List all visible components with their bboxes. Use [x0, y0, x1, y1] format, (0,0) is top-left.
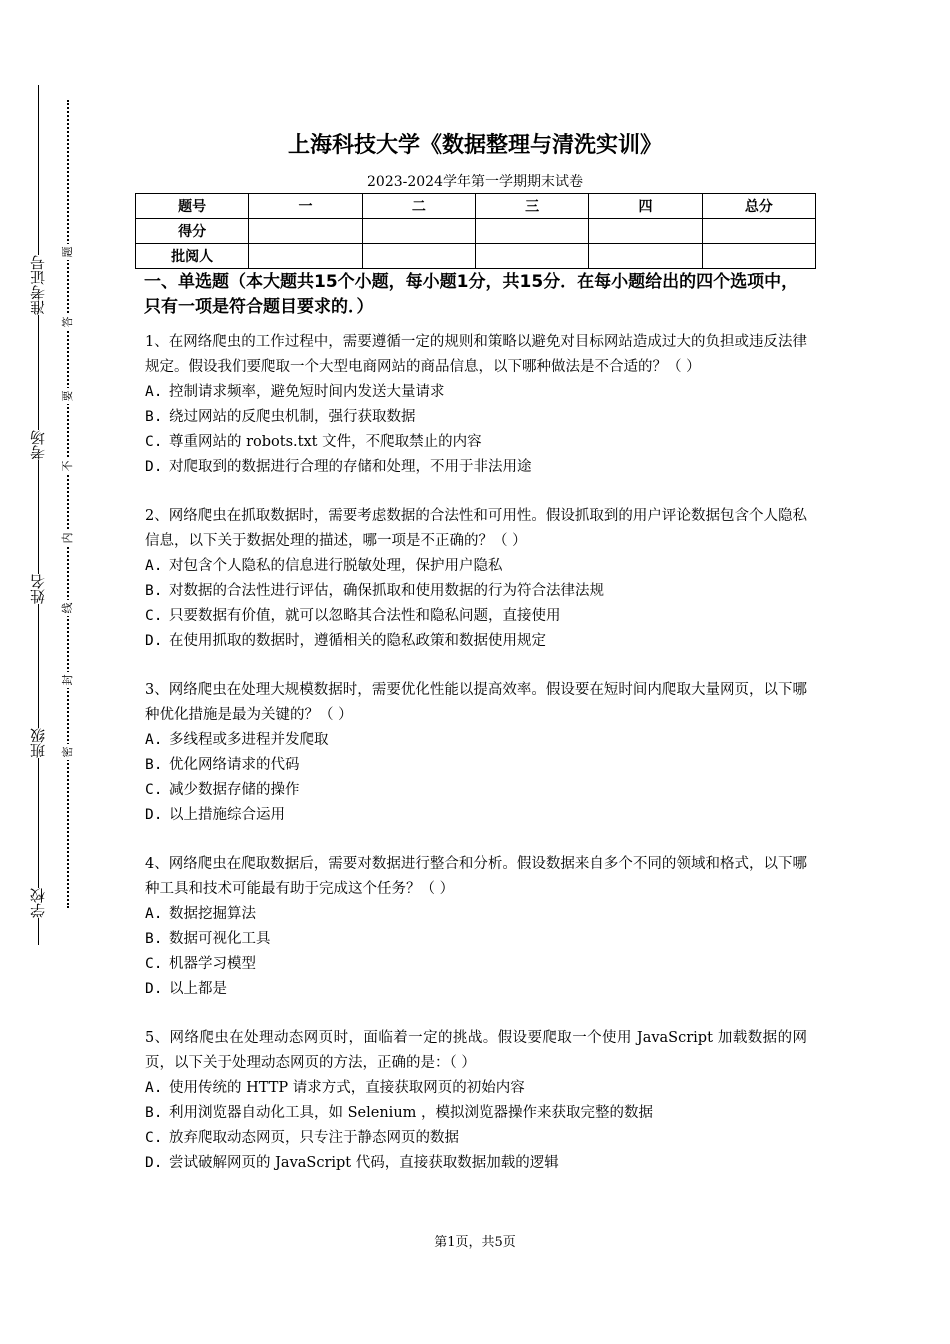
option-letter: B.: [145, 583, 163, 599]
seal-char: 题: [60, 244, 76, 260]
option-letter: B.: [145, 1105, 163, 1121]
option-letter: A.: [145, 384, 163, 400]
option-c[interactable]: [145, 952, 807, 977]
option-a[interactable]: [145, 1076, 807, 1101]
option-a[interactable]: [145, 902, 807, 927]
option-text: 尊重网站的 robots.txt 文件，不爬取禁止的内容: [169, 434, 482, 450]
binding-field-exam-id: 准考证号: [18, 255, 58, 315]
option-d[interactable]: [145, 455, 807, 480]
option-text: 多线程或多进程并发爬取: [169, 732, 329, 748]
score-header-cell: 三: [475, 194, 588, 219]
option-text: 只要数据有价值，就可以忽略其合法性和隐私问题，直接使用: [169, 608, 561, 624]
section-title: 一、单选题（本大题共15个小题，每小题1分，共15分．在每小题给出的四个选项中，只有一项是符合题目要求的．）: [144, 272, 799, 317]
page-footer: 第1页，共5页: [434, 1235, 516, 1250]
score-header-cell: 四: [589, 194, 702, 219]
option-letter: A.: [145, 1080, 163, 1096]
option-letter: A.: [145, 732, 163, 748]
option-text: 对包含个人隐私的信息进行脱敏处理，保护用户隐私: [169, 558, 503, 574]
binding-field-class: 班级: [18, 728, 58, 758]
option-c[interactable]: [145, 1126, 807, 1151]
score-table-header-row: [136, 194, 816, 219]
seal-char: 密: [60, 744, 76, 760]
grader-cell[interactable]: [362, 244, 475, 269]
option-letter: D.: [145, 459, 163, 475]
score-row-label: 得分: [136, 219, 249, 244]
seal-char: 不: [60, 458, 76, 474]
option-text: 优化网络请求的代码: [169, 757, 300, 773]
seal-char: 线: [60, 600, 76, 616]
exam-subtitle: 2023-2024学年第一学期期末试卷: [367, 174, 583, 190]
option-letter: A.: [145, 558, 163, 574]
exam-title: 上海科技大学《数据整理与清洗实训》: [287, 133, 662, 158]
exam-content: [145, 270, 807, 1176]
score-cell[interactable]: [249, 219, 362, 244]
seal-dotted-line: [67, 100, 69, 908]
question-stem: 4、网络爬虫在爬取数据后，需要对数据进行整合和分析。假设数据来自多个不同的领域和格式，以下哪种工具和技术可能最有助于完成这个任务？（ ）: [145, 856, 807, 897]
option-c[interactable]: [145, 778, 807, 803]
option-b[interactable]: [145, 405, 807, 430]
score-header-cell: 二: [362, 194, 475, 219]
score-table: [135, 193, 816, 269]
option-d[interactable]: [145, 977, 807, 1002]
score-row-label: 批阅人: [136, 244, 249, 269]
score-header-cell: 总分: [702, 194, 815, 219]
option-letter: D.: [145, 633, 163, 649]
seal-char: 封: [60, 672, 76, 688]
option-letter: C.: [145, 956, 163, 972]
score-cell[interactable]: [475, 219, 588, 244]
option-text: 数据可视化工具: [169, 931, 271, 947]
option-b[interactable]: [145, 927, 807, 952]
grader-cell[interactable]: [475, 244, 588, 269]
option-text: 以上措施综合运用: [169, 807, 285, 823]
binding-line: [38, 85, 39, 945]
score-table-row-grader: [136, 244, 816, 269]
option-letter: D.: [145, 981, 163, 997]
question-4: [145, 852, 807, 1002]
grader-cell[interactable]: [589, 244, 702, 269]
option-text: 控制请求频率，避免短时间内发送大量请求: [169, 384, 445, 400]
option-letter: C.: [145, 434, 163, 450]
option-letter: C.: [145, 1130, 163, 1146]
option-text: 利用浏览器自动化工具，如 Selenium ，模拟浏览器操作来获取完整的数据: [169, 1105, 654, 1121]
option-text: 对爬取到的数据进行合理的存储和处理，不用于非法用途: [169, 459, 532, 475]
score-header-cell: 一: [249, 194, 362, 219]
question-1: [145, 330, 807, 480]
binding-field-name: 姓名: [18, 574, 58, 604]
option-letter: D.: [145, 807, 163, 823]
option-d[interactable]: [145, 1151, 807, 1176]
score-table-row-score: [136, 219, 816, 244]
option-text: 对数据的合法性进行评估，确保抓取和使用数据的行为符合法律法规: [169, 583, 604, 599]
binding-field-exam-room: 考场: [18, 430, 58, 460]
option-c[interactable]: [145, 604, 807, 629]
question-stem: 5、网络爬虫在处理动态网页时，面临着一定的挑战。假设要爬取一个使用 JavaScript 加载数据的网页，以下关于处理动态网页的方法，正确的是：（ ）: [145, 1030, 807, 1071]
question-stem: 3、网络爬虫在处理大规模数据时，需要优化性能以提高效率。假设要在短时间内爬取大量网页，以下哪种优化措施是最为关键的？（ ）: [145, 682, 807, 723]
option-text: 以上都是: [169, 981, 227, 997]
option-letter: B.: [145, 757, 163, 773]
seal-char: 内: [60, 530, 76, 546]
option-letter: B.: [145, 409, 163, 425]
grader-cell[interactable]: [249, 244, 362, 269]
option-letter: C.: [145, 608, 163, 624]
option-text: 数据挖掘算法: [169, 906, 256, 922]
seal-char: 答: [60, 314, 76, 330]
option-c[interactable]: [145, 430, 807, 455]
option-letter: B.: [145, 931, 163, 947]
grader-cell[interactable]: [702, 244, 815, 269]
binding-field-school: 学校: [18, 888, 58, 918]
option-text: 机器学习模型: [169, 956, 256, 972]
option-text: 在使用抓取的数据时，遵循相关的隐私政策和数据使用规定: [169, 633, 546, 649]
option-d[interactable]: [145, 629, 807, 654]
seal-char: 要: [60, 388, 76, 404]
question-2: [145, 504, 807, 654]
score-header-cell: 题号: [136, 194, 249, 219]
option-text: 绕过网站的反爬虫机制，强行获取数据: [169, 409, 416, 425]
option-text: 减少数据存储的操作: [169, 782, 300, 798]
option-b[interactable]: [145, 753, 807, 778]
option-b[interactable]: [145, 579, 807, 604]
option-a[interactable]: [145, 554, 807, 579]
option-d[interactable]: [145, 803, 807, 828]
score-cell[interactable]: [702, 219, 815, 244]
question-3: [145, 678, 807, 828]
option-letter: D.: [145, 1155, 163, 1171]
question-stem: 1、在网络爬虫的工作过程中，需要遵循一定的规则和策略以避免对目标网站造成过大的负担或违反法律规定。假设我们要爬取一个大型电商网站的商品信息，以下哪种做法是不合适的？（ ）: [145, 334, 807, 375]
option-text: 使用传统的 HTTP 请求方式，直接获取网页的初始内容: [169, 1080, 525, 1096]
score-cell[interactable]: [589, 219, 702, 244]
option-a[interactable]: [145, 728, 807, 753]
option-letter: A.: [145, 906, 163, 922]
option-a[interactable]: [145, 380, 807, 405]
question-5: [145, 1026, 807, 1176]
option-letter: C.: [145, 782, 163, 798]
question-stem: 2、网络爬虫在抓取数据时，需要考虑数据的合法性和可用性。假设抓取到的用户评论数据包含个人隐私信息，以下关于数据处理的描述，哪一项是不正确的？（ ）: [145, 508, 807, 549]
score-cell[interactable]: [362, 219, 475, 244]
option-text: 放弃爬取动态网页，只专注于静态网页的数据: [169, 1130, 459, 1146]
option-text: 尝试破解网页的 JavaScript 代码，直接获取数据加载的逻辑: [169, 1155, 559, 1171]
option-b[interactable]: [145, 1101, 807, 1126]
